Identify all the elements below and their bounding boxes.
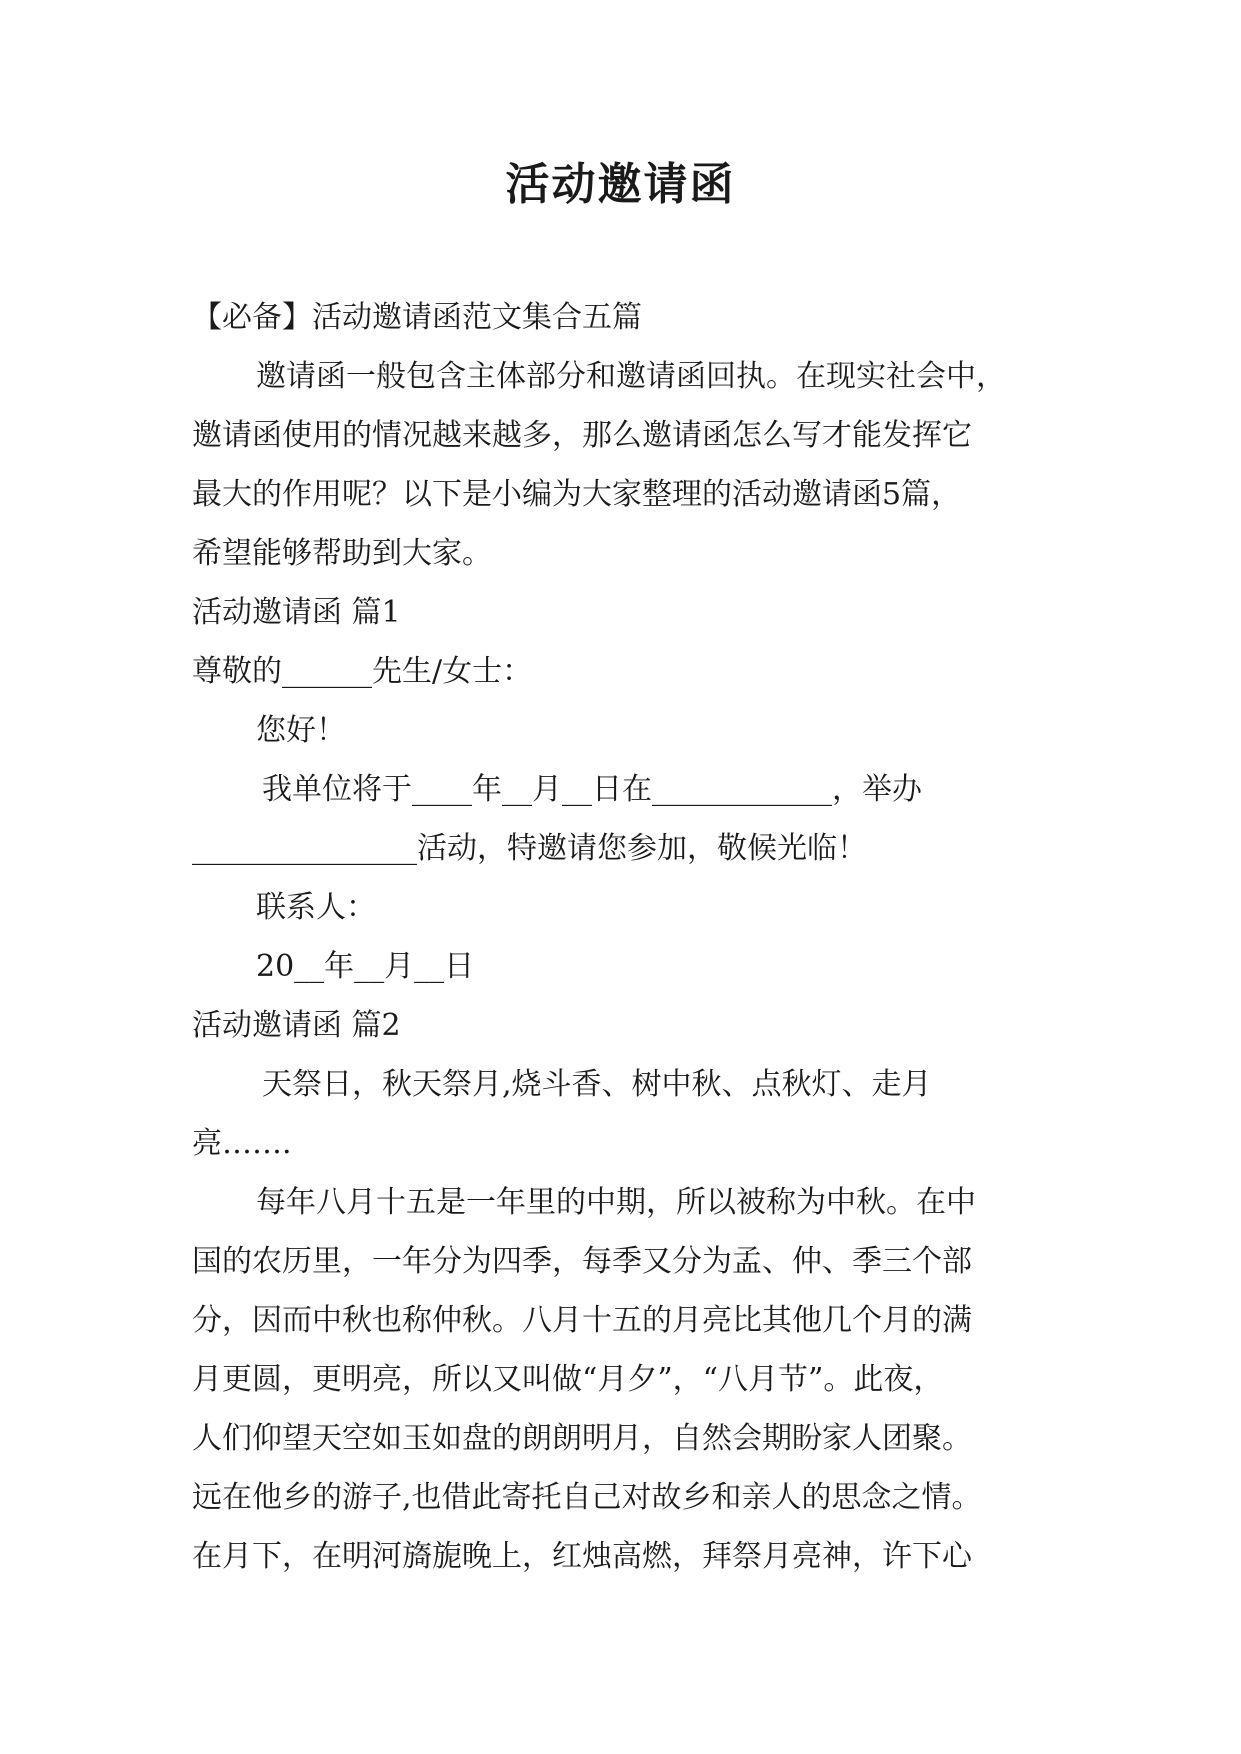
intro-line-4: 希望能够帮助到大家。	[192, 536, 492, 571]
intro-line-1: 邀请函一般包含主体部分和邀请函回执。在现实社会中，	[256, 359, 1006, 394]
invite-line-1: 我单位将于____年__月__日在____________，举办	[262, 772, 922, 807]
section-heading-1: 活动邀请函 篇1	[192, 595, 401, 630]
greeting: 您好！	[256, 713, 346, 748]
para-line-2: 亮…….	[192, 1126, 292, 1161]
para-line-6: 月更圆，更明亮，所以又叫做“月夕”，“八月节”。此夜，	[192, 1362, 944, 1397]
para-line-3: 每年八月十五是一年里的中期，所以被称为中秋。在中	[256, 1185, 976, 1220]
page-title: 活动邀请函	[505, 159, 736, 210]
document-body	[192, 288, 1052, 1586]
intro-line-3: 最大的作用呢？以下是小编为大家整理的活动邀请函5篇，	[192, 477, 962, 512]
invite-line-2: _______________活动，特邀请您参加，敬候光临！	[192, 831, 867, 866]
section-heading-2: 活动邀请函 篇2	[192, 1008, 401, 1043]
para-line-1: 天祭日，秋天祭月,烧斗香、树中秋、点秋灯、走月	[262, 1067, 932, 1102]
contact-line: 联系人：	[256, 890, 376, 925]
date-line: 20__年__月__日	[256, 949, 475, 984]
para-line-4: 国的农历里，一年分为四季，每季又分为孟、仲、季三个部	[192, 1244, 972, 1279]
para-line-8: 远在他乡的游子,也借此寄托自己对故乡和亲人的思念之情。	[192, 1480, 982, 1515]
para-line-7: 人们仰望天空如玉如盘的朗朗明月，自然会期盼家人团聚。	[192, 1421, 972, 1456]
intro-line-2: 邀请函使用的情况越来越多，那么邀请函怎么写才能发挥它	[192, 418, 972, 453]
para-line-5: 分，因而中秋也称仲秋。八月十五的月亮比其他几个月的满	[192, 1303, 972, 1338]
salutation: 尊敬的______先生/女士：	[192, 654, 533, 689]
doc-subtitle: 【必备】活动邀请函范文集合五篇	[192, 300, 642, 335]
para-line-9: 在月下，在明河旖旎晚上，红烛高燃，拜祭月亮神，许下心	[192, 1539, 972, 1574]
